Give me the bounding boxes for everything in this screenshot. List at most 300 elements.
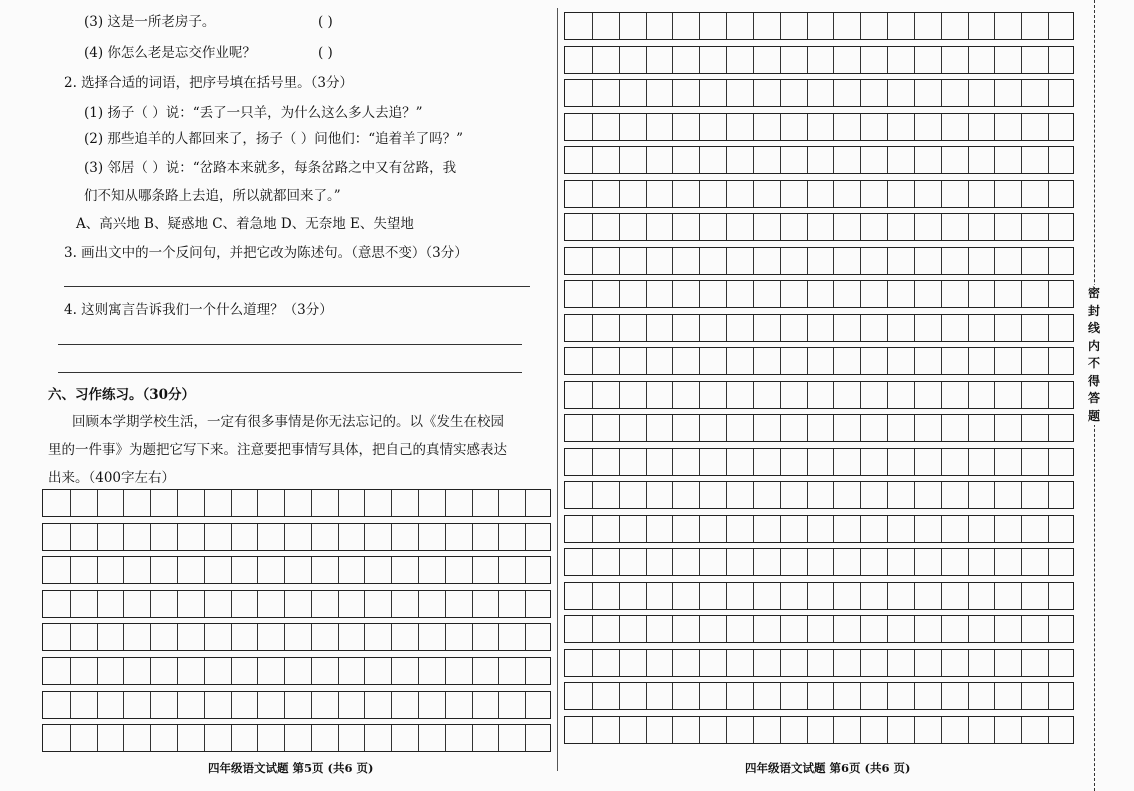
seal-char: 得 (1087, 373, 1100, 388)
grid-row[interactable] (42, 556, 551, 584)
grid-row[interactable] (42, 523, 551, 551)
grid-cell-divider (672, 717, 673, 743)
grid-row[interactable] (42, 590, 551, 618)
seal-char: 题 (1087, 408, 1100, 423)
grid-cell-divider (807, 281, 808, 307)
grid-cell-divider (833, 616, 834, 642)
q1-item-3-answer-paren[interactable]: ( ) (318, 14, 333, 30)
grid-cell-divider (70, 658, 71, 684)
grid-cell-divider (672, 482, 673, 508)
grid-cell-divider (726, 382, 727, 408)
grid-cell-divider (498, 524, 499, 550)
grid-cell-divider (833, 248, 834, 274)
grid-cell-divider (70, 557, 71, 583)
grid-cell-divider (646, 382, 647, 408)
grid-row[interactable] (564, 381, 1074, 409)
grid-cell-divider (780, 683, 781, 709)
grid-cell-divider (619, 147, 620, 173)
grid-cell-divider (204, 591, 205, 617)
grid-cell-divider (833, 315, 834, 341)
grid-cell-divider (284, 692, 285, 718)
grid-row[interactable] (564, 615, 1074, 643)
seal-char: 封 (1087, 303, 1100, 318)
grid-cell-divider (646, 683, 647, 709)
q1-item-4-answer-paren[interactable]: ( ) (318, 45, 333, 61)
grid-cell-divider (860, 382, 861, 408)
grid-cell-divider (914, 616, 915, 642)
grid-cell-divider (994, 382, 995, 408)
grid-cell-divider (150, 524, 151, 550)
grid-row[interactable] (564, 213, 1074, 241)
grid-cell-divider (914, 583, 915, 609)
grid-row[interactable] (564, 46, 1074, 74)
grid-cell-divider (391, 490, 392, 516)
grid-cell-divider (1021, 650, 1022, 676)
grid-row[interactable] (564, 79, 1074, 107)
grid-cell-divider (1048, 315, 1049, 341)
grid-cell-divider (70, 490, 71, 516)
grid-cell-divider (592, 80, 593, 106)
grid-cell-divider (914, 549, 915, 575)
grid-cell-divider (592, 114, 593, 140)
grid-cell-divider (619, 114, 620, 140)
grid-row[interactable] (564, 682, 1074, 710)
grid-cell-divider (445, 490, 446, 516)
grid-cell-divider (257, 557, 258, 583)
grid-cell-divider (807, 482, 808, 508)
grid-cell-divider (672, 382, 673, 408)
grid-cell-divider (887, 147, 888, 173)
grid-cell-divider (968, 516, 969, 542)
grid-cell-divider (807, 348, 808, 374)
grid-cell-divider (968, 281, 969, 307)
grid-cell-divider (1021, 415, 1022, 441)
grid-cell-divider (914, 281, 915, 307)
grid-cell-divider (994, 214, 995, 240)
grid-cell-divider (833, 80, 834, 106)
grid-cell-divider (177, 557, 178, 583)
grid-cell-divider (699, 415, 700, 441)
grid-cell-divider (726, 650, 727, 676)
grid-cell-divider (445, 692, 446, 718)
grid-cell-divider (525, 692, 526, 718)
grid-cell-divider (753, 516, 754, 542)
grid-cell-divider (646, 717, 647, 743)
grid-cell-divider (525, 591, 526, 617)
grid-cell-divider (445, 591, 446, 617)
grid-cell-divider (150, 658, 151, 684)
grid-cell-divider (994, 683, 995, 709)
grid-cell-divider (833, 516, 834, 542)
grid-cell-divider (726, 47, 727, 73)
grid-cell-divider (833, 650, 834, 676)
grid-cell-divider (472, 692, 473, 718)
grid-cell-divider (123, 557, 124, 583)
grid-cell-divider (97, 524, 98, 550)
grid-cell-divider (941, 382, 942, 408)
grid-cell-divider (887, 214, 888, 240)
grid-cell-divider (780, 181, 781, 207)
grid-cell-divider (445, 557, 446, 583)
grid-cell-divider (672, 516, 673, 542)
grid-cell-divider (807, 683, 808, 709)
grid-cell-divider (699, 80, 700, 106)
grid-cell-divider (887, 717, 888, 743)
grid-cell-divider (726, 114, 727, 140)
grid-cell-divider (914, 181, 915, 207)
grid-row[interactable] (564, 649, 1074, 677)
composition-grid-right[interactable] (564, 12, 1074, 746)
grid-cell-divider (860, 47, 861, 73)
grid-cell-divider (364, 658, 365, 684)
grid-cell-divider (726, 415, 727, 441)
grid-cell-divider (941, 147, 942, 173)
grid-cell-divider (1048, 549, 1049, 575)
grid-cell-divider (994, 13, 995, 39)
seal-char: 答 (1087, 391, 1100, 405)
grid-cell-divider (1048, 248, 1049, 274)
grid-cell-divider (726, 683, 727, 709)
grid-cell-divider (1021, 47, 1022, 73)
grid-cell-divider (780, 616, 781, 642)
grid-cell-divider (1021, 616, 1022, 642)
grid-row[interactable] (564, 448, 1074, 476)
grid-cell-divider (672, 415, 673, 441)
grid-cell-divider (699, 13, 700, 39)
section-6-prompt-line-2: 里的一件事》为题把它写下来。注意要把事情写具体，把自己的真情实感表达 (48, 442, 507, 458)
section-6-title: 六、习作练习。（30分） (48, 387, 196, 403)
grid-cell-divider (860, 181, 861, 207)
grid-cell-divider (418, 658, 419, 684)
grid-cell-divider (807, 214, 808, 240)
grid-row[interactable] (564, 582, 1074, 610)
grid-cell-divider (726, 248, 727, 274)
grid-cell-divider (123, 524, 124, 550)
grid-cell-divider (1048, 516, 1049, 542)
q4-answer-line-2[interactable] (58, 372, 522, 373)
grid-cell-divider (284, 524, 285, 550)
grid-cell-divider (123, 658, 124, 684)
grid-cell-divider (619, 650, 620, 676)
q1-item-4: (4) 你怎么老是忘交作业呢？ (84, 45, 256, 61)
grid-cell-divider (968, 683, 969, 709)
grid-cell-divider (968, 482, 969, 508)
grid-cell-divider (1021, 214, 1022, 240)
grid-cell-divider (284, 490, 285, 516)
grid-cell-divider (968, 147, 969, 173)
grid-cell-divider (177, 624, 178, 650)
grid-cell-divider (592, 348, 593, 374)
grid-cell-divider (311, 490, 312, 516)
grid-cell-divider (311, 591, 312, 617)
grid-cell-divider (1021, 549, 1022, 575)
grid-cell-divider (525, 624, 526, 650)
grid-cell-divider (646, 516, 647, 542)
grid-cell-divider (914, 348, 915, 374)
grid-cell-divider (941, 516, 942, 542)
grid-cell-divider (941, 80, 942, 106)
grid-cell-divider (592, 583, 593, 609)
grid-cell-divider (619, 583, 620, 609)
grid-cell-divider (1048, 214, 1049, 240)
grid-cell-divider (994, 516, 995, 542)
grid-cell-divider (418, 624, 419, 650)
grid-cell-divider (646, 214, 647, 240)
grid-cell-divider (887, 181, 888, 207)
grid-cell-divider (123, 725, 124, 751)
grid-cell-divider (472, 557, 473, 583)
grid-cell-divider (941, 717, 942, 743)
grid-cell-divider (807, 717, 808, 743)
grid-cell-divider (968, 47, 969, 73)
grid-cell-divider (753, 650, 754, 676)
q1-item-3: (3) 这是一所老房子。 (84, 14, 216, 30)
grid-cell-divider (914, 717, 915, 743)
grid-cell-divider (699, 650, 700, 676)
grid-cell-divider (887, 114, 888, 140)
grid-cell-divider (204, 692, 205, 718)
grid-cell-divider (1021, 13, 1022, 39)
seal-line-notice (1087, 285, 1101, 425)
grid-cell-divider (914, 80, 915, 106)
grid-cell-divider (498, 658, 499, 684)
grid-cell-divider (860, 717, 861, 743)
grid-cell-divider (833, 13, 834, 39)
grid-row[interactable] (564, 247, 1074, 275)
grid-cell-divider (311, 658, 312, 684)
grid-row[interactable] (564, 414, 1074, 442)
grid-cell-divider (887, 482, 888, 508)
grid-cell-divider (914, 516, 915, 542)
grid-cell-divider (123, 624, 124, 650)
grid-cell-divider (619, 47, 620, 73)
grid-cell-divider (807, 382, 808, 408)
grid-cell-divider (780, 315, 781, 341)
grid-cell-divider (968, 549, 969, 575)
q3-answer-line[interactable] (64, 286, 530, 287)
grid-cell-divider (257, 692, 258, 718)
grid-cell-divider (860, 415, 861, 441)
grid-cell-divider (807, 616, 808, 642)
grid-cell-divider (311, 725, 312, 751)
grid-cell-divider (592, 717, 593, 743)
seal-char: 内 (1087, 338, 1100, 353)
grid-cell-divider (257, 591, 258, 617)
grid-cell-divider (619, 348, 620, 374)
grid-cell-divider (699, 114, 700, 140)
grid-cell-divider (807, 449, 808, 475)
grid-cell-divider (70, 524, 71, 550)
grid-cell-divider (699, 616, 700, 642)
grid-cell-divider (833, 717, 834, 743)
grid-cell-divider (941, 214, 942, 240)
grid-cell-divider (619, 516, 620, 542)
grid-cell-divider (338, 725, 339, 751)
grid-cell-divider (780, 47, 781, 73)
grid-cell-divider (646, 13, 647, 39)
grid-cell-divider (338, 692, 339, 718)
grid-cell-divider (807, 147, 808, 173)
grid-row[interactable] (42, 724, 551, 752)
grid-cell-divider (619, 616, 620, 642)
grid-row[interactable] (564, 12, 1074, 40)
grid-cell-divider (887, 449, 888, 475)
grid-row[interactable] (564, 146, 1074, 174)
grid-cell-divider (860, 315, 861, 341)
grid-cell-divider (994, 114, 995, 140)
grid-cell-divider (1021, 683, 1022, 709)
grid-row[interactable] (564, 548, 1074, 576)
grid-cell-divider (994, 650, 995, 676)
grid-cell-divider (968, 717, 969, 743)
grid-cell-divider (780, 281, 781, 307)
grid-cell-divider (994, 281, 995, 307)
grid-cell-divider (699, 516, 700, 542)
grid-cell-divider (780, 382, 781, 408)
grid-cell-divider (391, 658, 392, 684)
grid-cell-divider (968, 181, 969, 207)
grid-cell-divider (833, 482, 834, 508)
grid-cell-divider (726, 616, 727, 642)
grid-cell-divider (726, 13, 727, 39)
grid-cell-divider (1021, 516, 1022, 542)
grid-cell-divider (672, 583, 673, 609)
grid-cell-divider (472, 725, 473, 751)
grid-cell-divider (498, 591, 499, 617)
grid-cell-divider (860, 114, 861, 140)
section-6-prompt-line-3: 出来。（400字左右） (48, 470, 176, 486)
grid-cell-divider (726, 482, 727, 508)
grid-cell-divider (1021, 181, 1022, 207)
grid-row[interactable] (564, 180, 1074, 208)
grid-cell-divider (807, 181, 808, 207)
q2-item-1: (1) 扬子（ ）说：“丢了一只羊，为什么这么多人去追？” (84, 105, 423, 121)
grid-cell-divider (672, 80, 673, 106)
grid-cell-divider (780, 80, 781, 106)
grid-row[interactable] (564, 314, 1074, 342)
grid-row[interactable] (42, 489, 551, 517)
grid-cell-divider (914, 13, 915, 39)
grid-row[interactable] (564, 716, 1074, 744)
grid-row[interactable] (42, 657, 551, 685)
grid-row[interactable] (564, 280, 1074, 308)
grid-cell-divider (699, 717, 700, 743)
grid-cell-divider (592, 516, 593, 542)
grid-cell-divider (887, 382, 888, 408)
grid-cell-divider (780, 348, 781, 374)
grid-cell-divider (311, 692, 312, 718)
grid-row[interactable] (564, 481, 1074, 509)
grid-cell-divider (914, 315, 915, 341)
grid-cell-divider (914, 382, 915, 408)
grid-cell-divider (941, 348, 942, 374)
grid-cell-divider (204, 524, 205, 550)
grid-row[interactable] (564, 113, 1074, 141)
grid-row[interactable] (42, 691, 551, 719)
grid-cell-divider (699, 47, 700, 73)
grid-cell-divider (1021, 147, 1022, 173)
grid-cell-divider (780, 583, 781, 609)
grid-cell-divider (807, 13, 808, 39)
grid-cell-divider (780, 482, 781, 508)
grid-cell-divider (1021, 449, 1022, 475)
grid-cell-divider (472, 624, 473, 650)
grid-cell-divider (753, 281, 754, 307)
grid-cell-divider (780, 147, 781, 173)
grid-cell-divider (699, 181, 700, 207)
grid-cell-divider (97, 692, 98, 718)
grid-cell-divider (672, 348, 673, 374)
grid-cell-divider (364, 624, 365, 650)
grid-cell-divider (887, 248, 888, 274)
grid-cell-divider (1048, 415, 1049, 441)
grid-cell-divider (994, 482, 995, 508)
grid-cell-divider (914, 449, 915, 475)
grid-cell-divider (994, 147, 995, 173)
grid-cell-divider (914, 47, 915, 73)
grid-cell-divider (887, 415, 888, 441)
grid-cell-divider (941, 583, 942, 609)
grid-cell-divider (860, 650, 861, 676)
grid-cell-divider (257, 490, 258, 516)
grid-cell-divider (284, 624, 285, 650)
grid-cell-divider (753, 47, 754, 73)
grid-cell-divider (699, 583, 700, 609)
grid-cell-divider (753, 315, 754, 341)
grid-cell-divider (726, 147, 727, 173)
grid-cell-divider (672, 181, 673, 207)
grid-cell-divider (646, 583, 647, 609)
grid-cell-divider (592, 683, 593, 709)
grid-cell-divider (619, 248, 620, 274)
grid-cell-divider (887, 13, 888, 39)
grid-cell-divider (311, 624, 312, 650)
grid-row[interactable] (564, 347, 1074, 375)
grid-cell-divider (726, 348, 727, 374)
grid-cell-divider (525, 557, 526, 583)
grid-cell-divider (231, 658, 232, 684)
grid-cell-divider (619, 13, 620, 39)
grid-cell-divider (994, 47, 995, 73)
grid-cell-divider (284, 725, 285, 751)
grid-row[interactable] (564, 515, 1074, 543)
grid-cell-divider (1048, 13, 1049, 39)
grid-cell-divider (1021, 315, 1022, 341)
grid-cell-divider (472, 524, 473, 550)
grid-cell-divider (887, 281, 888, 307)
grid-cell-divider (646, 114, 647, 140)
grid-cell-divider (726, 583, 727, 609)
grid-cell-divider (1021, 80, 1022, 106)
grid-cell-divider (753, 214, 754, 240)
grid-cell-divider (364, 490, 365, 516)
grid-cell-divider (994, 549, 995, 575)
grid-cell-divider (1048, 348, 1049, 374)
composition-grid-left[interactable] (42, 489, 551, 755)
grid-cell-divider (672, 650, 673, 676)
q4-answer-line-1[interactable] (58, 344, 522, 345)
grid-cell-divider (994, 80, 995, 106)
grid-cell-divider (391, 557, 392, 583)
grid-row[interactable] (42, 623, 551, 651)
grid-cell-divider (753, 147, 754, 173)
grid-cell-divider (525, 658, 526, 684)
q2-item-2: (2) 那些追羊的人都回来了，扬子（ ）问他们：“追着羊了吗？” (84, 131, 464, 147)
grid-cell-divider (672, 281, 673, 307)
q4-title: 4. 这则寓言告诉我们一个什么道理？（3分） (64, 302, 333, 318)
grid-cell-divider (177, 591, 178, 617)
grid-cell-divider (1048, 47, 1049, 73)
